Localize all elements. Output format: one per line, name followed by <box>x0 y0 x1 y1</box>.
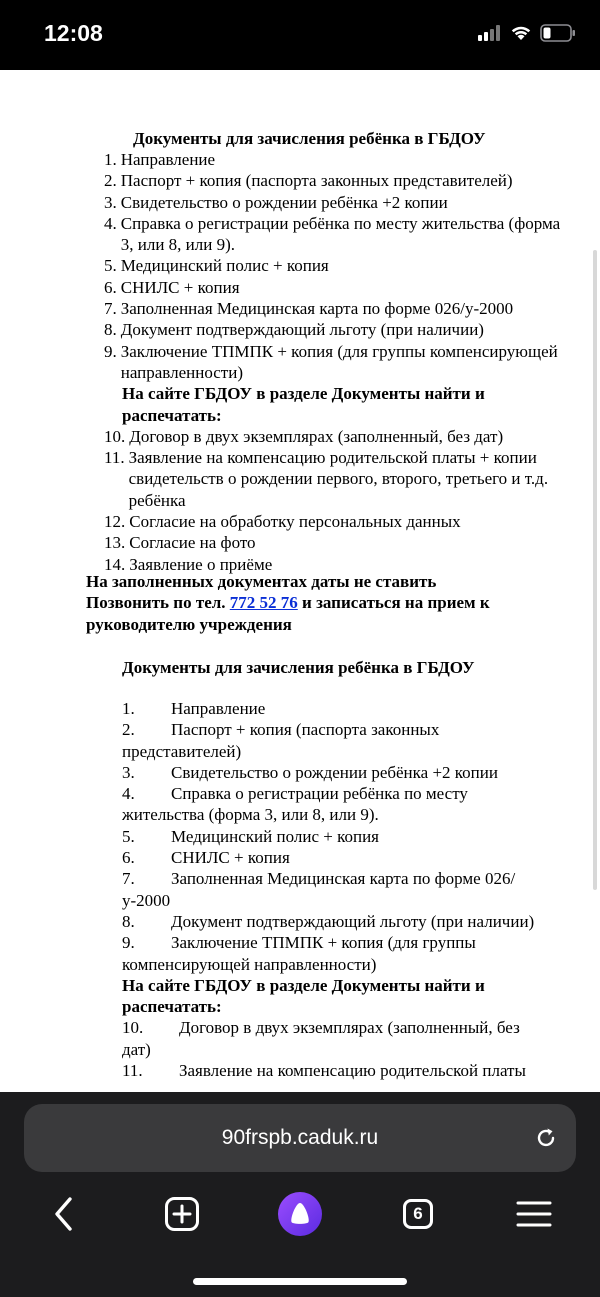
list-item: 1. Направление <box>122 699 266 718</box>
list-item: 14. Заявление о приёме <box>104 554 273 574</box>
address-text[interactable]: 90frspb.caduk.ru <box>221 1126 379 1149</box>
list-item: 3. Свидетельство о рождении ребёнка +2 копии <box>104 192 448 212</box>
menu-icon <box>516 1200 552 1228</box>
documents-list <box>104 149 564 575</box>
list-item: 2. Паспорт + копия (паспорта законных представителей) <box>104 171 513 191</box>
tabs-icon: 6 <box>403 1199 433 1229</box>
new-tab-button[interactable] <box>158 1192 206 1236</box>
alice-button[interactable] <box>274 1192 326 1236</box>
home-indicator <box>193 1278 407 1285</box>
list-item: 8. Документ подтверждающий льготу (при наличии) <box>122 911 535 931</box>
list-item: 12. Согласие на обработку персональных данных <box>104 512 461 532</box>
list-item: 7. Заполненная Медицинская карта по форме 026/у-2000 <box>122 869 516 910</box>
document-title: Документы для зачисления ребёнка в ГБДОУ <box>133 129 486 148</box>
web-page <box>0 70 600 1092</box>
note-call: Позвонить по тел. 772 52 76 и записаться на прием к руководителю учреждения <box>86 593 490 634</box>
signal-icon <box>478 25 502 41</box>
list-item: 6. СНИЛС + копия <box>104 277 240 297</box>
back-button[interactable] <box>40 1192 88 1236</box>
list-item: 11. Заявление на компенсацию родительской платы + копии свидетельств о рождении первого, второго, третьего и т.д. ребёнка <box>104 448 549 510</box>
list-item: 11. Заявление на компенсацию родительской платы <box>122 1061 526 1081</box>
list-item: 10. Договор в двух экземплярах (заполненный, без дат) <box>104 426 504 446</box>
tabs-button[interactable] <box>394 1192 442 1236</box>
bottom-toolbar <box>0 1192 600 1242</box>
documents-list-2 <box>122 698 552 1081</box>
new-tab-icon <box>164 1196 200 1232</box>
reload-icon[interactable] <box>534 1126 558 1150</box>
section-subheading: На сайте ГБДОУ в разделе Документы найти и распечатать: <box>122 975 485 1017</box>
list-item: 6. СНИЛС + копия <box>122 848 290 868</box>
section-subheading: На сайте ГБДОУ в разделе Документы найти и распечатать: <box>122 384 485 425</box>
status-time: 12:08 <box>44 20 103 46</box>
scrollbar[interactable] <box>593 250 597 890</box>
status-bar <box>0 0 600 70</box>
phone-link[interactable]: 772 52 76 <box>229 593 298 613</box>
battery-icon <box>540 24 576 42</box>
list-item: 5. Медицинский полис + копия <box>122 826 380 846</box>
browser-chrome <box>0 1092 600 1297</box>
list-item: 4. Справка о регистрации ребёнка по месту жительства (форма 3, или 8, или 9). <box>122 784 468 825</box>
note-no-dates: На заполненных документах даты не ставить <box>86 572 437 591</box>
list-item: 1. Направление <box>104 150 216 169</box>
list-item: 13. Согласие на фото <box>104 533 256 553</box>
list-item: 5. Медицинский полис + копия <box>104 256 329 276</box>
list-item: 8. Документ подтверждающий льготу (при наличии) <box>104 320 484 340</box>
menu-button[interactable] <box>510 1192 558 1236</box>
document-title-2: Документы для зачисления ребёнка в ГБДОУ <box>122 658 475 677</box>
address-bar[interactable] <box>24 1104 576 1172</box>
list-item: 7. Заполненная Медицинская карта по форме 026/у-2000 <box>104 299 514 319</box>
status-icons <box>478 24 576 42</box>
list-item: 9. Заключение ТПМПК + копия (для группы компенсирующей направленности) <box>122 933 476 974</box>
list-item: 3. Свидетельство о рождении ребёнка +2 копии <box>122 762 498 782</box>
back-icon <box>52 1196 76 1232</box>
list-item: 10. Договор в двух экземплярах (заполненный, без дат) <box>122 1018 520 1059</box>
list-item: 2. Паспорт + копия (паспорта законных представителей) <box>122 720 440 761</box>
notes-block <box>86 571 556 635</box>
list-item: 9. Заключение ТПМПК + копия (для группы компенсирующей направленности) <box>104 341 558 382</box>
wifi-icon <box>510 25 532 41</box>
list-item: 4. Справка о регистрации ребёнка по месту жительства (форма 3, или 8, или 9). <box>104 213 561 255</box>
alice-icon <box>277 1191 323 1237</box>
